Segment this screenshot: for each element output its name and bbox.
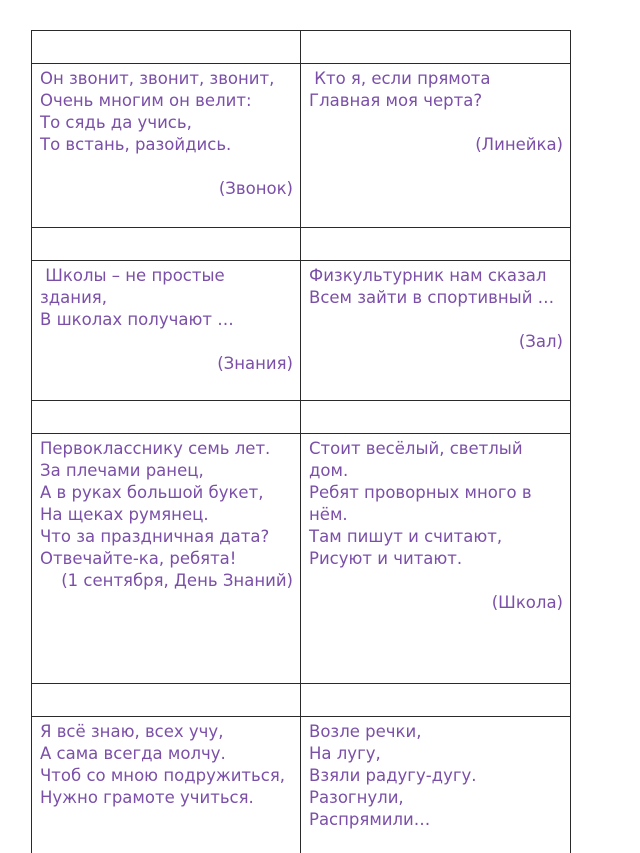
riddle-line: Очень многим он велит: <box>40 91 252 110</box>
riddle-line: Всем зайти в спортивный … <box>309 288 555 307</box>
riddle-answer: (Линейка) <box>475 135 563 154</box>
riddle-table <box>31 30 571 853</box>
riddle-answer: (Зал) <box>518 332 563 351</box>
riddle-cell-left <box>32 717 301 853</box>
riddle-cell-left <box>32 434 301 684</box>
riddle-line: Он звонит, звонит, звонит, <box>40 69 275 88</box>
riddle-line: В школах получают … <box>40 310 234 329</box>
riddle-line: Первокласснику семь лет. <box>40 439 271 458</box>
riddle-line: Рисуют и читают. <box>309 549 463 568</box>
spacer-row <box>32 31 571 64</box>
riddle-line: На лугу, <box>309 744 381 763</box>
riddle-line: Я всё знаю, всех учу, <box>40 722 224 741</box>
riddle-line: Нужно грамоте учиться. <box>40 788 254 807</box>
riddle-line: Отвечайте-ка, ребята! <box>40 549 237 568</box>
empty-cell <box>301 31 571 64</box>
riddle-cell-right <box>301 717 571 853</box>
riddle-line: За плечами ранец, <box>40 461 204 480</box>
riddle-line: То сядь да учись, <box>40 113 192 132</box>
riddle-line: Ребят проворных много в нём. <box>309 483 537 524</box>
spacer-row <box>32 684 571 717</box>
riddle-line: Разогнули, <box>309 788 404 807</box>
riddle-answer: (Школа) <box>491 593 563 612</box>
riddle-answer: (Звонок) <box>218 179 293 198</box>
riddle-line: Физкультурник нам сказал <box>309 266 547 285</box>
riddle-line: А в руках большой букет, <box>40 483 264 502</box>
riddle-row <box>32 64 571 228</box>
riddle-line: Кто я, если прямота <box>309 69 491 88</box>
empty-cell <box>301 401 571 434</box>
riddle-answer: (Знания) <box>217 354 293 373</box>
riddle-cell-right <box>301 64 571 228</box>
riddle-row <box>32 717 571 853</box>
riddle-line: На щеках румянец. <box>40 505 209 524</box>
empty-cell <box>32 31 301 64</box>
spacer-row <box>32 228 571 261</box>
riddle-cell-right <box>301 434 571 684</box>
riddle-row <box>32 434 571 684</box>
riddle-cell-right <box>301 261 571 401</box>
riddle-cell-left <box>32 64 301 228</box>
empty-cell <box>32 228 301 261</box>
riddle-line: Стоит весёлый, светлый дом. <box>309 439 528 480</box>
riddle-line: Возле речки, <box>309 722 422 741</box>
riddle-line: Школы – не простые здания, <box>40 266 230 307</box>
riddle-line: Там пишут и считают, <box>309 527 503 546</box>
riddle-line: А сама всегда молчу. <box>40 744 226 763</box>
riddle-line: Что за праздничная дата? <box>40 527 270 546</box>
empty-cell <box>301 684 571 717</box>
riddle-line: Взяли радугу-дугу. <box>309 766 477 785</box>
riddle-line: То встань, разойдись. <box>40 135 232 154</box>
riddle-row <box>32 261 571 401</box>
riddle-line: Главная моя черта? <box>309 91 483 110</box>
empty-cell <box>301 228 571 261</box>
riddle-cell-left <box>32 261 301 401</box>
empty-cell <box>32 684 301 717</box>
riddle-line: Чтоб со мною подружиться, <box>40 766 286 785</box>
riddle-answer: (1 сентября, День Знаний) <box>61 571 293 590</box>
spacer-row <box>32 401 571 434</box>
empty-cell <box>32 401 301 434</box>
riddle-line: Распрямили… <box>309 810 431 829</box>
